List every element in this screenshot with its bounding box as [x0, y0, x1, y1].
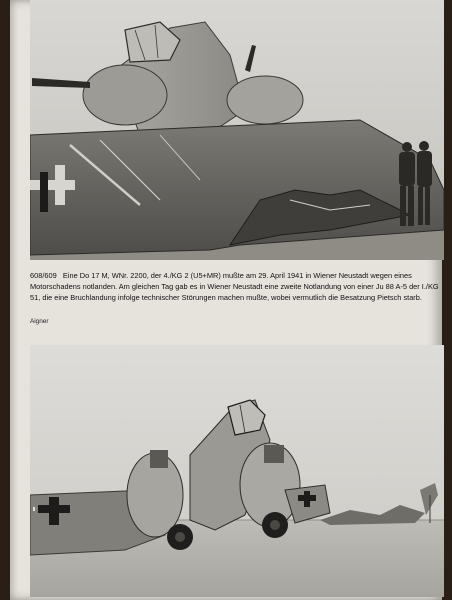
book-page	[10, 0, 442, 600]
caption-number: 608/609	[30, 271, 57, 280]
photo-do17-crash	[30, 0, 444, 260]
photo-ju88-crash	[30, 345, 444, 597]
photo-credit: Aigner	[30, 318, 49, 325]
caption-text: Eine Do 17 M, WNr. 2200, der 4./KG 2 (U5+MR) mußte am 29. April 1941 in Wiener Neustadt wegen eines Motorschadens notlanden. Am gleichen Tag gab es in Wiener Neustadt eine zweite Notlandung von einer Ju 88 A-5 der I./KG 51, die eine Bruchlandung infolge technischer Störungen machen mußte, wobei vermutlich die Besatzung Pietsch starb.	[30, 271, 439, 303]
photo-caption	[30, 270, 442, 304]
